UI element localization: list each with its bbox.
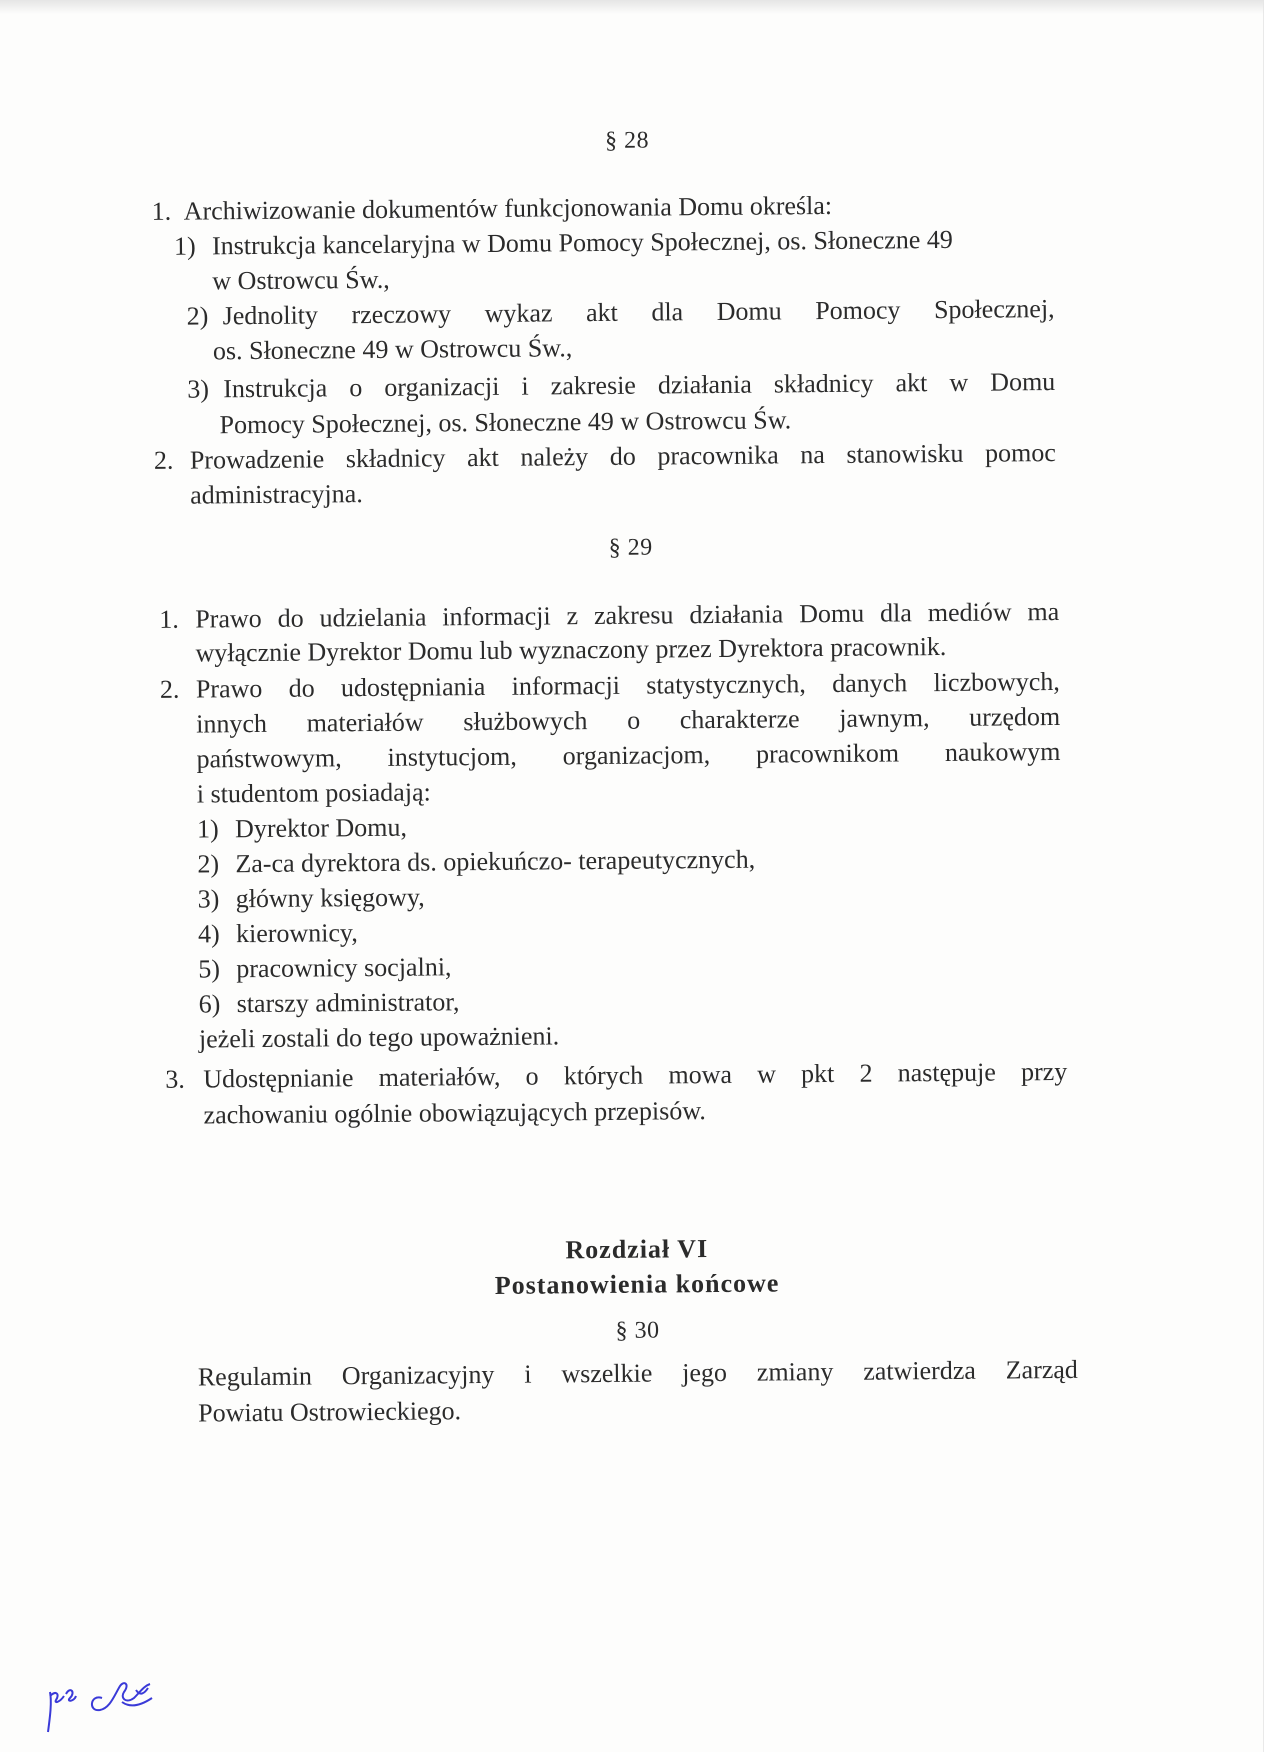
section-heading-29: § 29: [608, 534, 653, 561]
paragraph-number: 1.: [151, 196, 172, 226]
item-text: Za-ca dyrektora ds. opiekuńczo- terapeutycznych,: [235, 844, 756, 879]
paragraph-29-2-line3: państwowym, instytucjom, organizacjom, pracownikom naukowym: [196, 736, 1061, 774]
item-text: pracownicy socjalni,: [236, 952, 452, 984]
item-number: 4): [197, 919, 220, 949]
list-item-29-5: [198, 951, 451, 985]
list-item-29-3: [198, 882, 425, 916]
item-text: Dyrektor Domu,: [234, 812, 408, 844]
item-number: 2): [197, 849, 220, 879]
section-heading-30: § 30: [615, 1317, 660, 1344]
item-number: 3): [197, 884, 220, 914]
paragraph-text: Udostępnianie materiałów, o których mowa w pkt 2 następuje przy: [203, 1056, 1068, 1094]
paragraph-30-line1: Regulamin Organizacyjny i wszelkie jego zmiany zatwierdza Zarząd: [197, 1354, 1078, 1392]
paragraph-30-line2: Powiatu Ostrowieckiego.: [198, 1396, 462, 1428]
list-item-28-1: [174, 224, 953, 263]
section-heading-28: § 28: [605, 127, 650, 154]
list-item-28-1-cont: w Ostrowcu Św.,: [212, 264, 390, 296]
paragraph-29-1: [159, 596, 1059, 636]
item-text: główny księgowy,: [235, 882, 425, 914]
item-number: 3): [187, 374, 210, 404]
item-text: Instrukcja o organizacji i zakresie działania składnicy akt w Domu: [223, 367, 1056, 404]
list-item-28-2-cont: os. Słoneczne 49 w Ostrowcu Św.,: [212, 333, 573, 366]
paragraph-text: Archiwizowanie dokumentów funkcjonowania Domu określa:: [183, 190, 833, 226]
item-number: 1): [196, 814, 219, 844]
list-item-28-3-cont: Pomocy Społecznej, os. Słoneczne 49 w Ostrowcu Św.: [219, 405, 792, 440]
paragraph-number: 3.: [165, 1064, 185, 1094]
list-item-29-6: [199, 986, 460, 1020]
paragraph-29-1-cont: wyłącznie Dyrektor Domu lub wyznaczony przez Dyrektora pracownik.: [195, 631, 947, 668]
item-number: 1): [173, 231, 196, 261]
paragraph-text: Prawo do udzielania informacji z zakresu działania Domu dla mediów ma: [195, 596, 1060, 634]
paragraph-28-1: [152, 190, 833, 228]
paragraph-text: Prowadzenie składnicy akt należy do pracownika na stanowisku pomoc: [189, 438, 1056, 475]
paragraph-number: 2.: [153, 445, 174, 475]
list-item-29-4: [198, 917, 358, 950]
chapter-subtitle: Postanowienia końcowe: [494, 1268, 780, 1300]
paragraph-29-2-line4: i studentom posiadają:: [196, 777, 431, 809]
paragraph-29-3: [165, 1056, 1067, 1096]
paragraph-29-3-cont: zachowaniu ogólnie obowiązujących przepisów.: [203, 1096, 706, 1130]
item-number: 5): [198, 954, 221, 984]
item-number: 6): [198, 989, 221, 1019]
list-item-28-2: [186, 293, 1054, 333]
item-text: starszy administrator,: [236, 987, 460, 1019]
item-text: Jednolity rzeczowy wykaz akt dla Domu Pomocy Społecznej,: [222, 294, 1055, 331]
list-item-29-1: [197, 812, 407, 846]
paragraph-29-2-line2: innych materiałów służbowych o charakterze jawnym, urzędom: [196, 701, 1061, 739]
paragraph-29-2: [160, 666, 1060, 706]
list-item-29-2: [197, 844, 755, 881]
chapter-title: Rozdział VI: [565, 1234, 709, 1265]
item-number: 2): [186, 301, 209, 331]
item-text: kierownicy,: [235, 918, 358, 949]
paragraph-28-2: [154, 437, 1056, 477]
item-text: Instrukcja kancelaryjna w Domu Pomocy Społecznej, os. Słoneczne 49: [211, 224, 953, 261]
handwritten-signature: [40, 1672, 170, 1742]
paragraph-number: 1.: [159, 604, 179, 634]
paragraph-28-2-cont: administracyjna.: [190, 479, 363, 510]
paragraph-text: Prawo do udostępniania informacji statystycznych, danych liczbowych,: [195, 666, 1060, 704]
paragraph-29-2-closing: jeżeli zostali do tego upoważnieni.: [198, 1021, 560, 1054]
list-item-28-3: [187, 366, 1055, 406]
paragraph-number: 2.: [159, 674, 180, 704]
